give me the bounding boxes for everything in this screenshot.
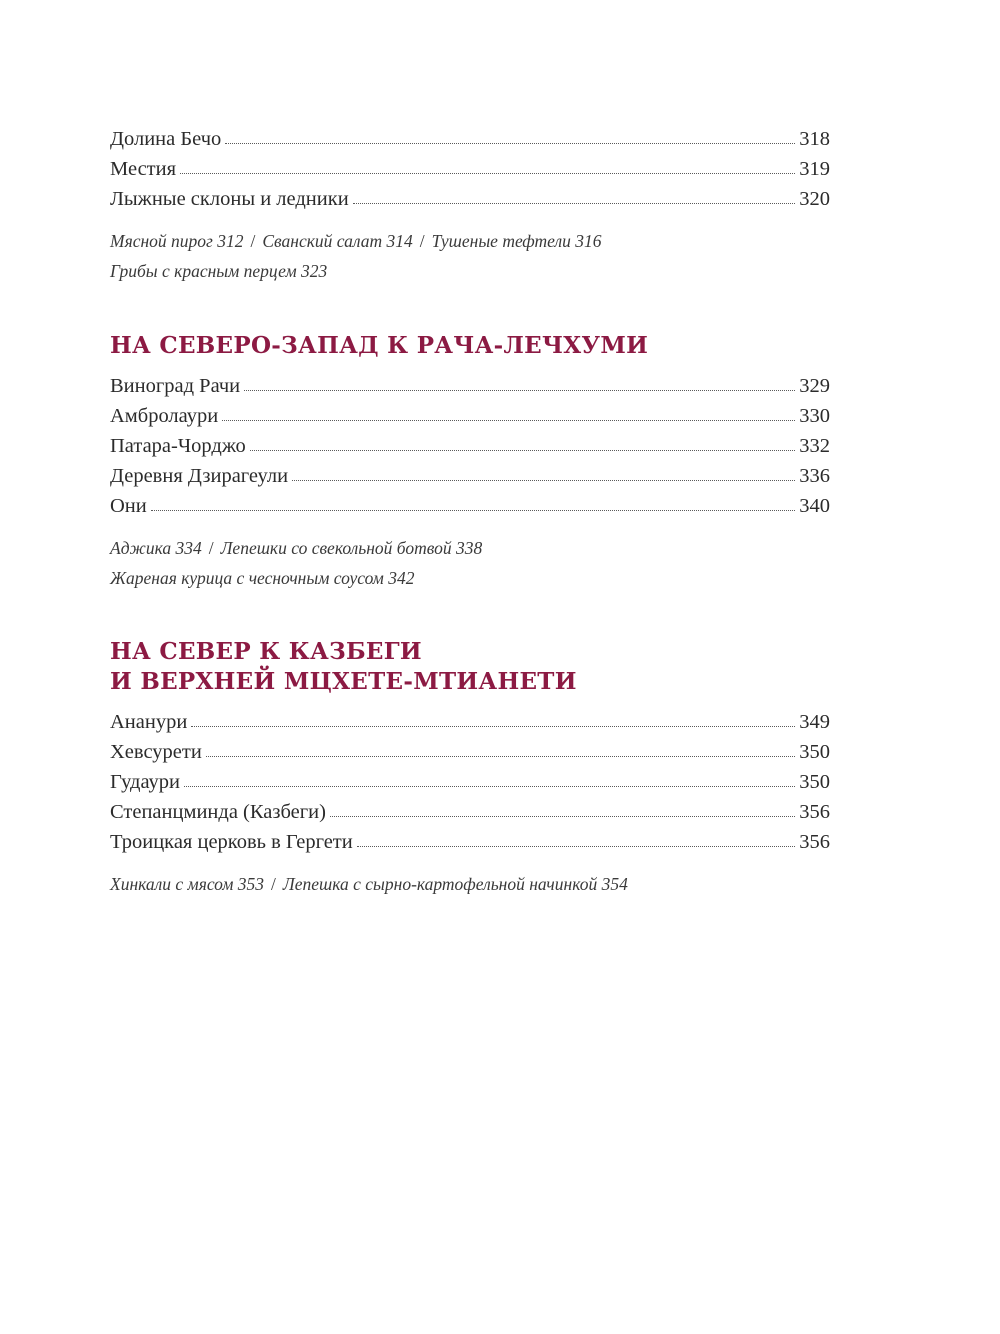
toc-entry[interactable] (110, 737, 830, 767)
section-heading (110, 331, 830, 361)
toc-entry-page: 350 (799, 741, 830, 763)
toc-entry-page: 320 (799, 188, 830, 210)
recipe-item[interactable]: Лепешки со свекольной ботвой 338 (220, 538, 483, 558)
dot-leader (353, 203, 796, 204)
toc-entry-label: Деревня Дзирагеули (110, 465, 289, 487)
toc-entry-label: Виноград Рачи (110, 375, 241, 397)
recipe-item[interactable]: Грибы с красным перцем 323 (110, 261, 328, 281)
toc-entry-label: Местия (110, 158, 177, 180)
recipe-item[interactable]: Лепешка с сырно-картофельной начинкой 354 (282, 874, 628, 894)
toc-entry[interactable] (110, 371, 830, 401)
recipe-line (110, 869, 830, 899)
recipe-item[interactable]: Хинкали с мясом 353 (110, 874, 265, 894)
dot-leader (250, 450, 796, 451)
dot-leader (151, 510, 796, 511)
toc-entry[interactable] (110, 827, 830, 857)
toc-entry-label: Они (110, 495, 147, 517)
toc-entry-label: Лыжные склоны и ледники (110, 188, 349, 210)
toc-entry-page: 318 (799, 128, 830, 150)
dot-leader (206, 756, 795, 757)
toc-entries (110, 707, 830, 857)
recipe-separator: / (271, 874, 276, 894)
recipe-list (110, 533, 830, 593)
section-heading-line: НА СЕВЕР К КАЗБЕГИ (110, 638, 422, 665)
toc-entry-label: Троицкая церковь в Гергети (110, 831, 353, 853)
toc-entry-page: 329 (799, 375, 830, 397)
recipe-line (110, 563, 830, 593)
recipe-separator: / (250, 231, 256, 251)
toc-entry[interactable] (110, 431, 830, 461)
toc-entries (110, 371, 830, 521)
toc-entry-label: Ананури (110, 711, 188, 733)
toc-entry-label: Хевсурети (110, 741, 202, 763)
toc-entry-label: Степанцминда (Казбеги) (110, 801, 326, 823)
toc-section-racha-lechkhumi (110, 331, 830, 593)
toc-entry-label: Амбролаури (110, 405, 219, 427)
section-heading-line: НА СЕВЕРО-ЗАПАД К РАЧА-ЛЕЧХУМИ (110, 332, 649, 359)
toc-entry[interactable] (110, 401, 830, 431)
toc-entry[interactable] (110, 767, 830, 797)
toc-section-kazbegi (110, 637, 830, 899)
dot-leader (180, 173, 795, 174)
toc-entry-label: Долина Бечо (110, 128, 222, 150)
toc-entry[interactable] (110, 154, 830, 184)
dot-leader (222, 420, 795, 421)
toc-entry-page: 330 (799, 405, 830, 427)
dot-leader (191, 726, 795, 727)
toc-entry-page: 332 (799, 435, 830, 457)
toc-entry[interactable] (110, 797, 830, 827)
toc-entry-label: Патара-Чорджо (110, 435, 246, 457)
recipe-separator: / (208, 538, 214, 558)
toc-entry[interactable] (110, 491, 830, 521)
recipe-item[interactable]: Тушеные тефтели 316 (431, 231, 602, 251)
toc-entry-page: 356 (799, 801, 830, 823)
section-heading-line: И ВЕРХНЕЙ МЦХЕТЕ-МТИАНЕТИ (110, 668, 577, 695)
toc-entry-page: 319 (799, 158, 830, 180)
toc-entry-label: Гудаури (110, 771, 180, 793)
toc-entry-page: 350 (799, 771, 830, 793)
dot-leader (292, 480, 795, 481)
toc-entry[interactable] (110, 707, 830, 737)
recipe-item[interactable]: Жареная курица с чесночным соусом 342 (110, 568, 415, 588)
toc-entry-page: 336 (799, 465, 830, 487)
toc-entries (110, 124, 830, 214)
section-heading (110, 637, 830, 697)
recipe-line (110, 533, 830, 563)
recipe-line (110, 256, 830, 286)
recipe-line (110, 226, 830, 256)
toc-entry-page: 340 (799, 495, 830, 517)
dot-leader (357, 846, 796, 847)
recipe-item[interactable]: Сванский салат 314 (262, 231, 413, 251)
dot-leader (330, 816, 795, 817)
toc-section-svaneti (110, 124, 830, 286)
toc-entry-page: 349 (799, 711, 830, 733)
dot-leader (225, 143, 795, 144)
recipe-list (110, 226, 830, 286)
recipe-item[interactable]: Мясной пирог 312 (110, 231, 244, 251)
recipe-list (110, 869, 830, 899)
toc-entry-page: 356 (799, 831, 830, 853)
toc-entry[interactable] (110, 461, 830, 491)
toc-entry[interactable] (110, 184, 830, 214)
dot-leader (184, 786, 795, 787)
recipe-item[interactable]: Аджика 334 (110, 538, 202, 558)
toc-entry[interactable] (110, 124, 830, 154)
dot-leader (244, 390, 795, 391)
recipe-separator: / (419, 231, 425, 251)
